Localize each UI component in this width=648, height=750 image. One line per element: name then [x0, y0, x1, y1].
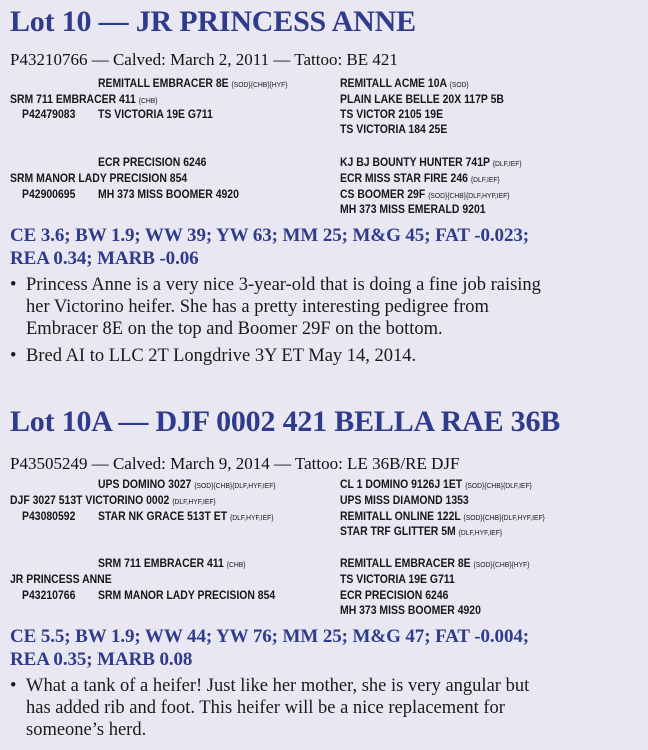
pedigree-entry: JR PRINCESS ANNE	[10, 573, 112, 586]
pedigree-entry: REMITALL EMBRACER 8E {SOD}{CHB}{HYF}	[98, 77, 288, 90]
note-line: Embracer 8E on the top and Boomer 29F on the bottom.	[26, 319, 443, 339]
pedigree-entry: KJ BJ BOUNTY HUNTER 741P {DLF,IEF}	[340, 156, 522, 169]
note-line: someone’s herd.	[26, 720, 147, 740]
pedigree-reg: P43080592	[22, 510, 76, 523]
pedigree-entry: CS BOOMER 29F {SOD}{CHB}{DLF,HYF,IEF}	[340, 188, 510, 201]
epd-line: CE 3.6; BW 1.9; WW 39; YW 63; MM 25; M&G 45; FAT -0.023;	[10, 225, 529, 246]
note-line: Princess Anne is a very nice 3-year-old that is doing a fine job raising	[26, 275, 541, 295]
pedigree-entry: REMITALL ONLINE 122L {SOD}{CHB}{DLF,HYF,IEF}	[340, 510, 545, 523]
note-line: Bred AI to LLC 2T Longdrive 3Y ET May 14, 2014.	[26, 346, 417, 366]
pedigree-entry: DJF 3027 513T VICTORINO 0002 {DLF,HYF,IEF}	[10, 494, 216, 507]
pedigree-reg: P43210766	[22, 589, 76, 602]
pedigree-entry: TS VICTORIA 19E G711	[98, 108, 213, 121]
pedigree-entry: TS VICTORIA 184 25E	[340, 123, 448, 136]
epd-line: CE 5.5; BW 1.9; WW 44; YW 76; MM 25; M&G 47; FAT -0.004;	[10, 626, 529, 647]
pedigree-entry: ECR PRECISION 6246	[340, 589, 449, 602]
pedigree-entry: UPS DOMINO 3027 {SOD}{CHB}{DLF,HYF,IEF}	[98, 478, 276, 491]
pedigree-entry: REMITALL ACME 10A {SOD}	[340, 77, 469, 90]
pedigree-entry: SRM 711 EMBRACER 411 {CHB}	[10, 93, 158, 106]
lot-title: Lot 10 — JR PRINCESS ANNE	[10, 5, 416, 38]
bullet-icon: •	[10, 676, 17, 696]
pedigree-reg: P42900695	[22, 188, 76, 201]
pedigree-entry: UPS MISS DIAMOND 1353	[340, 494, 469, 507]
pedigree-entry: MH 373 MISS BOOMER 4920	[340, 604, 481, 617]
bullet-icon: •	[10, 275, 17, 295]
note-line: her Victorino heifer. She has a pretty interesting pedigree from	[26, 297, 489, 317]
registration-line: P43210766 — Calved: March 2, 2011 — Tattoo: BE 421	[10, 50, 398, 69]
pedigree-entry: ECR PRECISION 6246	[98, 156, 207, 169]
pedigree-entry: TS VICTORIA 19E G711	[340, 573, 455, 586]
pedigree-entry: TS VICTOR 2105 19E	[340, 108, 444, 121]
pedigree-entry: MH 373 MISS EMERALD 9201	[340, 203, 486, 216]
pedigree-reg: P42479083	[22, 108, 76, 121]
registration-line: P43505249 — Calved: March 9, 2014 — Tattoo: LE 36B/RE DJF	[10, 454, 460, 473]
pedigree-entry: REMITALL EMBRACER 8E {SOD}{CHB}{HYF}	[340, 557, 530, 570]
epd-line: REA 0.35; MARB 0.08	[10, 649, 193, 670]
note-line: has added rib and foot. This heifer will be a nice replacement for	[26, 698, 505, 718]
pedigree-entry: ECR MISS STAR FIRE 246 {DLF,IEF}	[340, 172, 500, 185]
pedigree-entry: STAR NK GRACE 513T ET {DLF,HYF,IEF}	[98, 510, 274, 523]
epd-line: REA 0.34; MARB -0.06	[10, 248, 199, 269]
pedigree-entry: SRM MANOR LADY PRECISION 854	[10, 172, 188, 185]
bullet-icon: •	[10, 346, 17, 366]
pedigree-entry: SRM MANOR LADY PRECISION 854	[98, 589, 276, 602]
pedigree-entry: SRM 711 EMBRACER 411 {CHB}	[98, 557, 246, 570]
pedigree-entry: MH 373 MISS BOOMER 4920	[98, 188, 239, 201]
pedigree-entry: CL 1 DOMINO 9126J 1ET {SOD}{CHB}{DLF,IEF}	[340, 478, 532, 491]
pedigree-entry: STAR TRF GLITTER 5M {DLF,HYF,IEF}	[340, 525, 503, 538]
lot-title: Lot 10A — DJF 0002 421 BELLA RAE 36B	[10, 405, 561, 438]
note-line: What a tank of a heifer! Just like her mother, she is very angular but	[26, 676, 530, 696]
pedigree-entry: PLAIN LAKE BELLE 20X 117P 5B	[340, 93, 504, 106]
